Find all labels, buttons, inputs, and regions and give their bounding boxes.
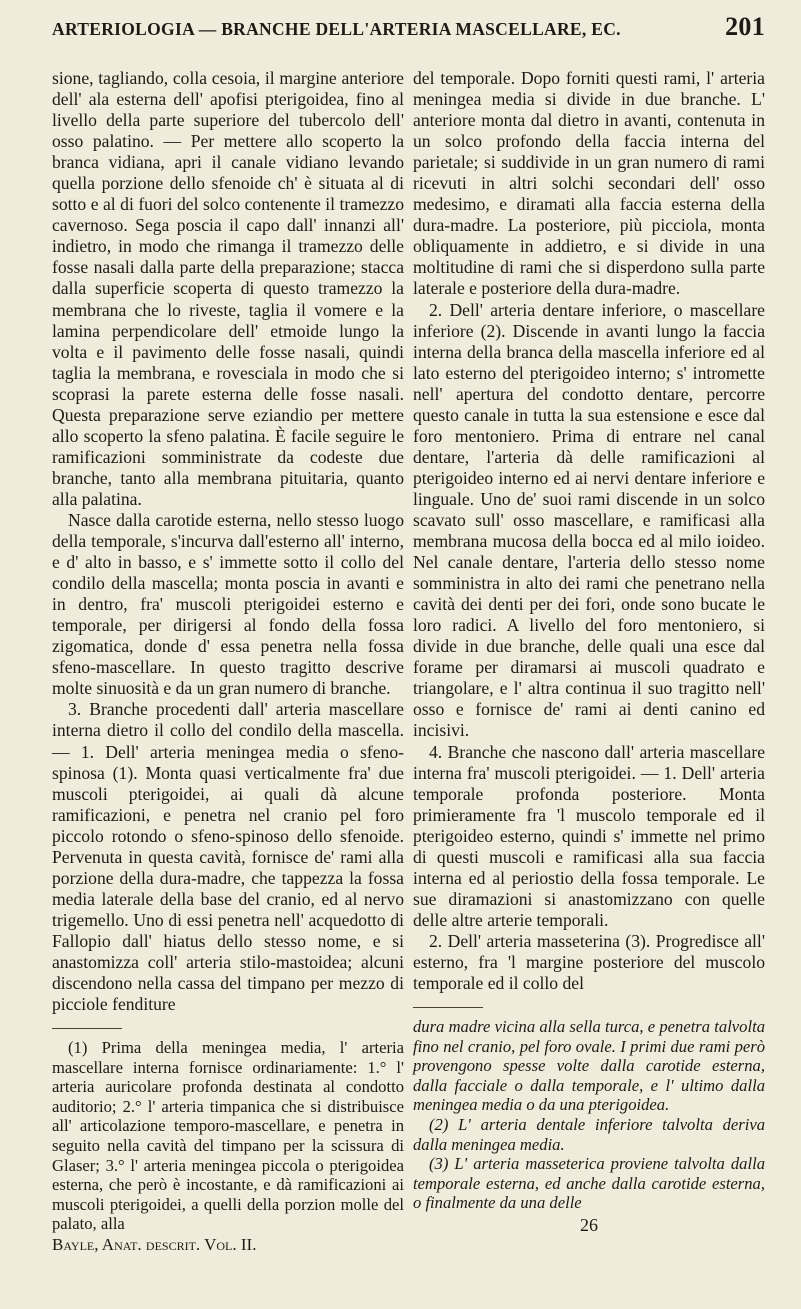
paragraph: Nasce dalla carotide esterna, nello stesso luogo della temporale, s'incurva dall'esterno all' interno, e d' alto in basso, e s' immette sotto il collo del condilo della mascella; monta poscia in avanti e in dentro, fra' muscoli pterigoidei esterno e temporale, per dirigersi al fondo della fossa zigomatica, donde d' essa penetra nella fossa sfeno-mascellare. In questo tragitto descrive molte sinuosità e da un gran numero di branche.: [52, 509, 404, 699]
signature-line: [52, 1234, 404, 1255]
footnotes: [52, 1038, 404, 1234]
footnote: (2) L' arteria dentale inferiore talvolta deriva dalla meningea media.: [413, 1115, 765, 1154]
paragraph: sione, tagliando, colla cesoia, il margine anteriore dell' ala esterna dell' apofisi pterigoidea, fino al livello della parte superiore del tubercolo dell' osso palatino. — Per mettere allo scoperto la branca vidiana, apri il canale vidiano levando quella porzione dello sfenoide ch' è situata al di sotto e al di fuori del solco contenente il tramezzo cavernoso. Sega poscia il capo dall' innanzi all' indietro, in modo che rimanga il tramezzo delle fosse nasali dalla parte della preparazione; stacca dalla superficie scoperta di questo tramezzo la membrana che lo riveste, taglia il vomere e la lamina perpendicolare dell' etmoide lungo la volta e il pavimento delle fosse nasali, quindi taglia la membrana, e rovesciala in modo che si scoprasi la parete esterna delle fosse nasali. Questa preparazione serve eziandio per mettere allo scoperto la sfeno palatina. È facile seguire le ramificazioni somministrate da codeste due branche, tanto alla membrana pituitaria, quanto alla palatina.: [52, 68, 404, 509]
footnote: (1) Prima della meningea media, l' arteria mascellare interna fornisce ordinariamente: 1.° l' arteria auricolare profonda destinata al condotto auditorio; 2.° l' arteria timpanica che si distribuisce all' articolazione temporo-mascellare, e penetra in seguito nella cavità del timpano per la scissura di Glaser; 3.° l' arteria meningea piccola o pterigoidea esterna, che però è incostante, e dà ramificazioni ai muscoli pterigoidei, a quelli della porzion molle del palato, alla: [52, 1038, 404, 1234]
footnotes: [413, 1017, 765, 1213]
left-column: [52, 68, 404, 1255]
page-number: 201: [725, 12, 765, 41]
footnote: dura madre vicina alla sella turca, e penetra talvolta fino nel cranio, pel foro ovale. I primi due rami però provengono spesse volte dalla carotide esterna, dalla facciale o dalla temporale, e l' ultimo dalla meningea media o da una pterigoidea.: [413, 1017, 765, 1115]
right-column: [413, 68, 765, 1236]
header-title: ARTERIOLOGIA — BRANCHE DELL'ARTERIA MASCELLARE, EC.: [52, 19, 621, 39]
footnote-rule: [52, 1028, 122, 1029]
paragraph: 4. Branche che nascono dall' arteria mascellare interna fra' muscoli pterigoidei. — 1. Dell' arteria temporale profonda posteriore. Monta primieramente fra 'l muscolo temporale ed il pterigoideo esterno, quindi s' immette nel primo di questi muscoli e ramificasi alla sua faccia interna ed al periostio della fossa temporale. Le sue diramazioni si anastomizzano con quelle delle altre arterie temporali.: [413, 741, 765, 930]
paragraph: 3. Branche procedenti dall' arteria mascellare interna dietro il collo del condilo della mascella. — 1. Dell' arteria meningea media o sfeno-spinosa (1). Monta quasi verticalmente fra' due muscoli pterigoidei, ai quali dà alcune ramificazioni, e penetra nel cranio pel foro piccolo rotondo o sfeno-spinoso dello sfenoide. Pervenuta in questa cavità, fornisce de' rami alla porzione della dura-madre, che tappezza la fossa media laterale della base del cranio, ed al nervo trigemello. Uno di essi penetra nell' acquedotto di Fallopio dall' hiatus dello stesso nome, e si anastomizza coll' arteria stilo-mastoidea; alcuni discendono nella cassa del timpano per mezzo di picciole fenditure: [52, 699, 404, 1015]
signature-number: 26: [580, 1215, 598, 1235]
paragraph: 2. Dell' arteria masseterina (3). Progredisce all' esterno, fra 'l margine posteriore del muscolo temporale ed il collo del: [413, 930, 765, 994]
paragraph: del temporale. Dopo forniti questi rami, l' arteria meningea media si divide in due branche. L' anteriore monta dal dietro in avanti, contenuta in un solco profondo della faccia interna del parietale; si suddivide in un gran numero di rami ricevuti in altri solchi secondari dell' osso medesimo, e diramati alla faccia esterna della dura-madre. La posteriore, più picciola, monta obliquamente in addietro, e si divide in una moltitudine di rami che si disperdono sulla parte laterale e posteriore della dura-madre.: [413, 68, 765, 299]
footnote: (3) L' arteria masseterica proviene talvolta dalla temporale esterna, ed anche dalla carotide esterna, o finalmente da una delle: [413, 1154, 765, 1213]
footnote-rule: [413, 1007, 483, 1008]
paragraph: 2. Dell' arteria dentare inferiore, o mascellare inferiore (2). Discende in avanti lungo la faccia interna della branca della mascella inferiore ed al lato esterno del pterigoideo interno; s' intromette nell' apertura del condotto dentare, percorre questo canale in tutta la sua estensione e esce dal foro mentoniero. Prima di entrare nel canal dentare, l'arteria dà delle ramificazioni al pterigoideo interno ed ai nervi dentare inferiore e linguale. Uno de' suoi rami discende in un solco scavato sull' osso mascellare, e ramificasi alla membrana mucosa della bocca ed al milo ioideo. Nel canale dentare, l'arteria dello stesso nome somministra in alto dei rami che penetrano nella cavità dei denti per dei fori, onde sono bucate le loro radici. A livello del foro mentoniero, si divide in due branche, delle quali una esce dal forame per diramarsi ai muscoli quadrato e triangolare, e l' altra continua il suo tragitto nell' osso e fornisce de' rami ai denti canino ed incisivi.: [413, 299, 765, 741]
signature: Bayle, Anat. descrit. Vol. II.: [52, 1235, 257, 1255]
running-header: [52, 12, 765, 40]
